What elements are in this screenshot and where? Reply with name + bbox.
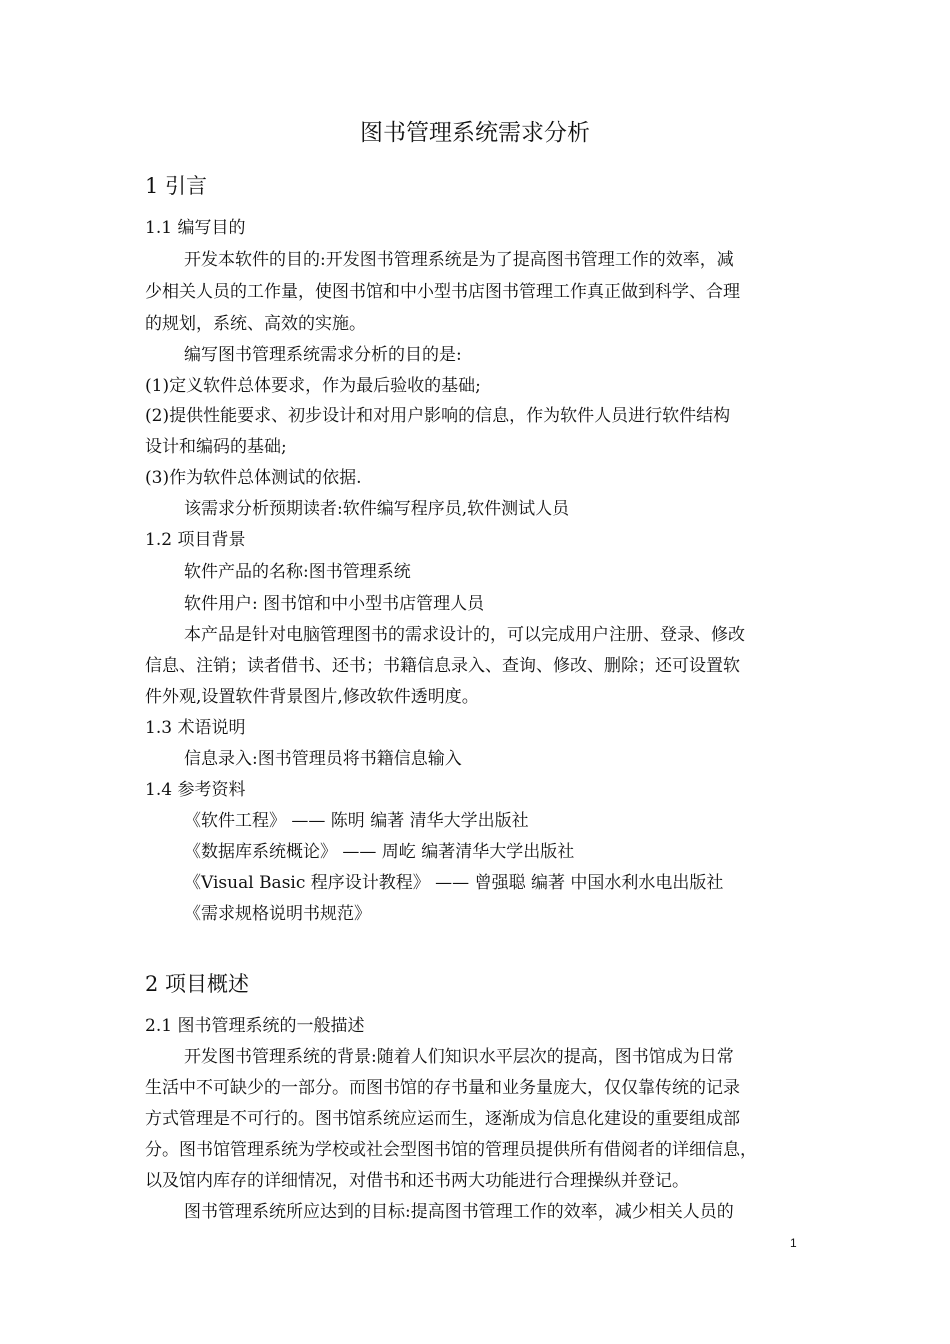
paragraph-line: 开发图书管理系统的背景:随着人们知识水平层次的提高，图书馆成为日常 — [184, 1047, 734, 1067]
section-heading: 1 引言 — [145, 174, 208, 198]
list-item-continued: 设计和编码的基础; — [145, 437, 287, 457]
document-title: 图书管理系统需求分析 — [360, 120, 590, 146]
list-item: (1)定义软件总体要求，作为最后验收的基础; — [145, 376, 481, 396]
subsection-heading: 1.1 编写目的 — [145, 218, 246, 238]
paragraph-line: 信息录入:图书管理员将书籍信息输入 — [184, 749, 462, 769]
reference-item: 《数据库系统概论》 —— 周屹 编著清华大学出版社 — [184, 842, 575, 862]
paragraph-line: 开发本软件的目的:开发图书管理系统是为了提高图书管理工作的效率，减 — [184, 250, 734, 270]
paragraph-line: 信息、注销；读者借书、还书；书籍信息录入、查询、修改、删除；还可设置软 — [145, 656, 740, 676]
paragraph-line: 软件产品的名称:图书管理系统 — [184, 562, 411, 582]
paragraph-line: 件外观,设置软件背景图片,修改软件透明度。 — [145, 687, 479, 707]
reference-item: 《Visual Basic 程序设计教程》 —— 曾强聪 编著 中国水利水电出版社 — [184, 873, 724, 893]
list-item: (2)提供性能要求、初步设计和对用户影响的信息，作为软件人员进行软件结构 — [145, 406, 731, 426]
paragraph-line: 方式管理是不可行的。图书馆系统应运而生，逐渐成为信息化建设的重要组成部 — [145, 1109, 740, 1129]
paragraph-line: 该需求分析预期读者:软件编写程序员,软件测试人员 — [184, 499, 570, 519]
paragraph-line: 生活中不可缺少的一部分。而图书馆的存书量和业务量庞大，仅仅靠传统的记录 — [145, 1078, 740, 1098]
subsection-heading: 1.4 参考资料 — [145, 780, 246, 800]
paragraph-line: 少相关人员的工作量，使图书馆和中小型书店图书管理工作真正做到科学、合理 — [145, 282, 740, 302]
section-heading: 2 项目概述 — [145, 972, 250, 996]
page-number: 1 — [790, 1236, 797, 1250]
paragraph-line: 的规划，系统、高效的实施。 — [145, 314, 366, 334]
paragraph-line: 以及馆内库存的详细情况，对借书和还书两大功能进行合理操纵并登记。 — [145, 1171, 689, 1191]
paragraph-line: 分。图书馆管理系统为学校或社会型图书馆的管理员提供所有借阅者的详细信息， — [145, 1140, 757, 1160]
reference-item: 《需求规格说明书规范》 — [184, 904, 371, 924]
paragraph-line: 图书管理系统所应达到的目标:提高图书管理工作的效率，减少相关人员的 — [184, 1202, 734, 1222]
paragraph-line: 软件用户: 图书馆和中小型书店管理人员 — [184, 594, 485, 614]
list-item: (3)作为软件总体测试的依据. — [145, 468, 362, 488]
subsection-heading: 2.1 图书管理系统的一般描述 — [145, 1016, 365, 1036]
paragraph-line: 编写图书管理系统需求分析的目的是: — [184, 345, 462, 365]
paragraph-line: 本产品是针对电脑管理图书的需求设计的，可以完成用户注册、登录、修改 — [184, 625, 745, 645]
reference-item: 《软件工程》 —— 陈明 编著 清华大学出版社 — [184, 811, 529, 831]
subsection-heading: 1.3 术语说明 — [145, 718, 246, 738]
subsection-heading: 1.2 项目背景 — [145, 530, 246, 550]
